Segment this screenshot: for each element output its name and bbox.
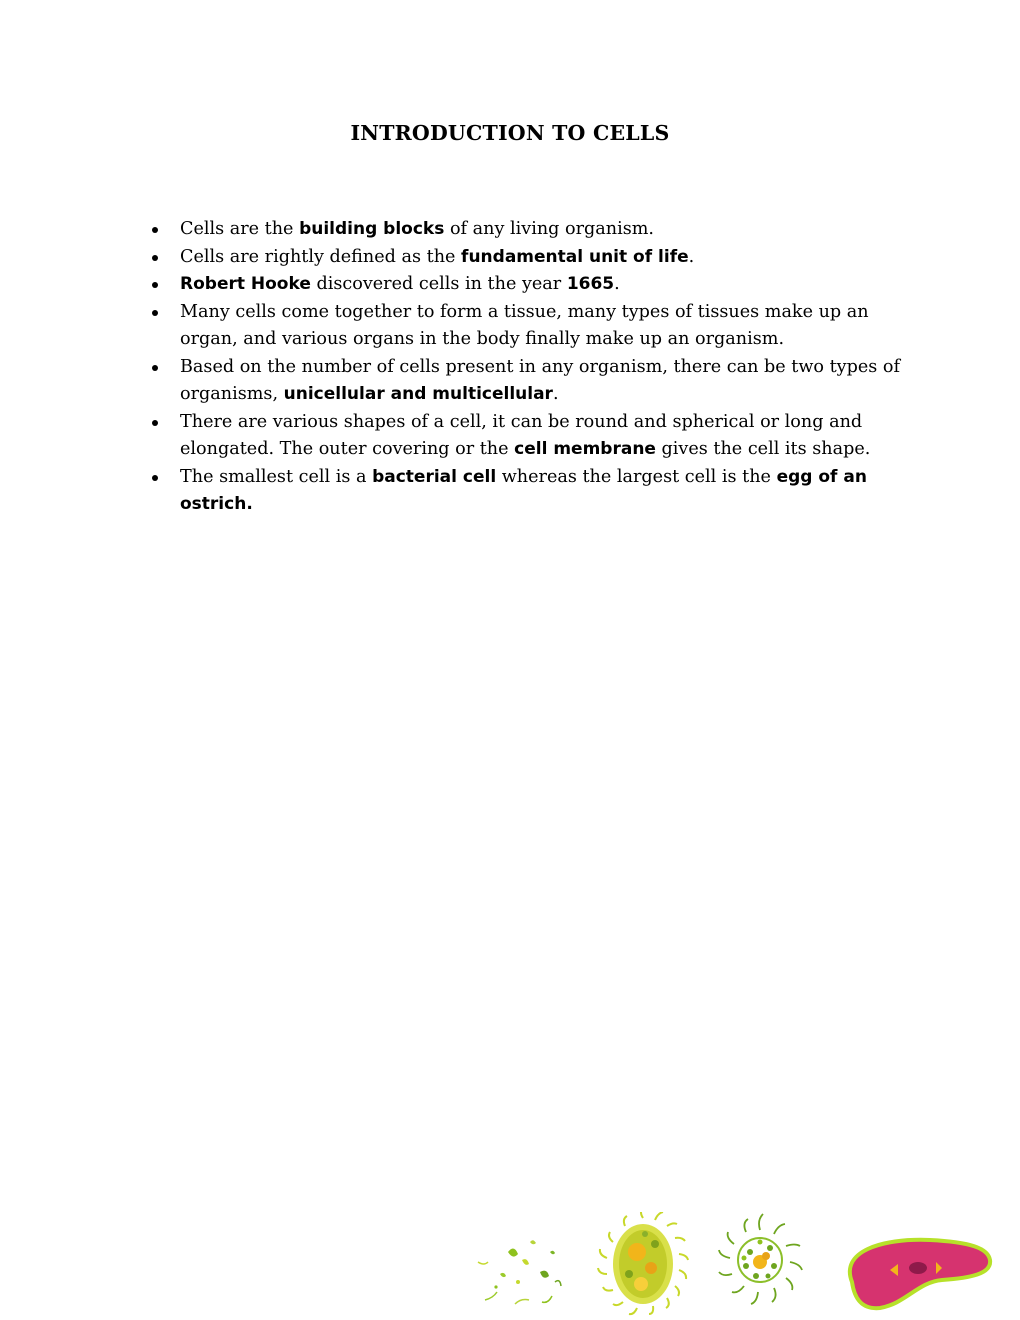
spiky-yellow-cell-illustration <box>598 1212 688 1314</box>
bullet-text: Cells are rightly defined as the <box>180 246 462 267</box>
bullet-text: Many cells come together to form a tissue, many types of tissues make up an organ, and various organs in the body finally make up an organism. <box>180 301 869 349</box>
bullet-item <box>180 299 910 354</box>
bullet-bold-text: fundamental unit of life <box>461 246 689 267</box>
bullet-bold-text: 1665 <box>566 274 615 294</box>
bullet-bold-text: bacterial cell <box>372 466 497 487</box>
bullet-text: Based on the number of cells present in any organism, there can be two types of organisms, <box>180 356 901 404</box>
bullet-text: . <box>552 384 559 404</box>
cell-illustrations <box>460 1212 1000 1317</box>
bullet-bold-text: unicellular and multicellular <box>283 384 553 404</box>
bullet-bold-text: cell membrane <box>514 439 656 459</box>
spiky-green-cell-illustration <box>719 1214 802 1304</box>
bullet-text: of any living organism. <box>444 219 655 239</box>
bullet-item <box>180 216 910 244</box>
bullet-list <box>180 216 910 519</box>
scattered-cell-fragments-illustration <box>478 1240 561 1304</box>
bullet-text: whereas the largest cell is the <box>496 466 777 487</box>
bullet-text: There are various shapes of a cell, it can be round and spherical or long and elongated. The outer covering or the <box>180 411 863 459</box>
bullet-bold-text: egg of an ostrich. <box>180 466 867 514</box>
page-title: INTRODUCTION TO CELLS <box>350 121 670 145</box>
bullet-item <box>180 464 910 519</box>
bullet-text: . <box>688 246 695 267</box>
bullet-text: discovered cells in the year <box>310 274 567 294</box>
bullet-text: gives the cell its shape. <box>655 439 871 459</box>
bullet-bold-text: building blocks <box>299 219 445 239</box>
bullet-bold-text: Robert Hooke <box>180 274 311 294</box>
bullet-item <box>180 244 910 272</box>
bullet-item <box>180 409 910 464</box>
bullet-item <box>180 354 910 409</box>
bullet-item <box>180 271 910 299</box>
bullet-text: The smallest cell is a <box>180 466 373 487</box>
bullet-text: Cells are the <box>180 219 300 239</box>
bullet-text: . <box>614 274 620 294</box>
pink-bacterial-cell-illustration <box>850 1240 990 1308</box>
